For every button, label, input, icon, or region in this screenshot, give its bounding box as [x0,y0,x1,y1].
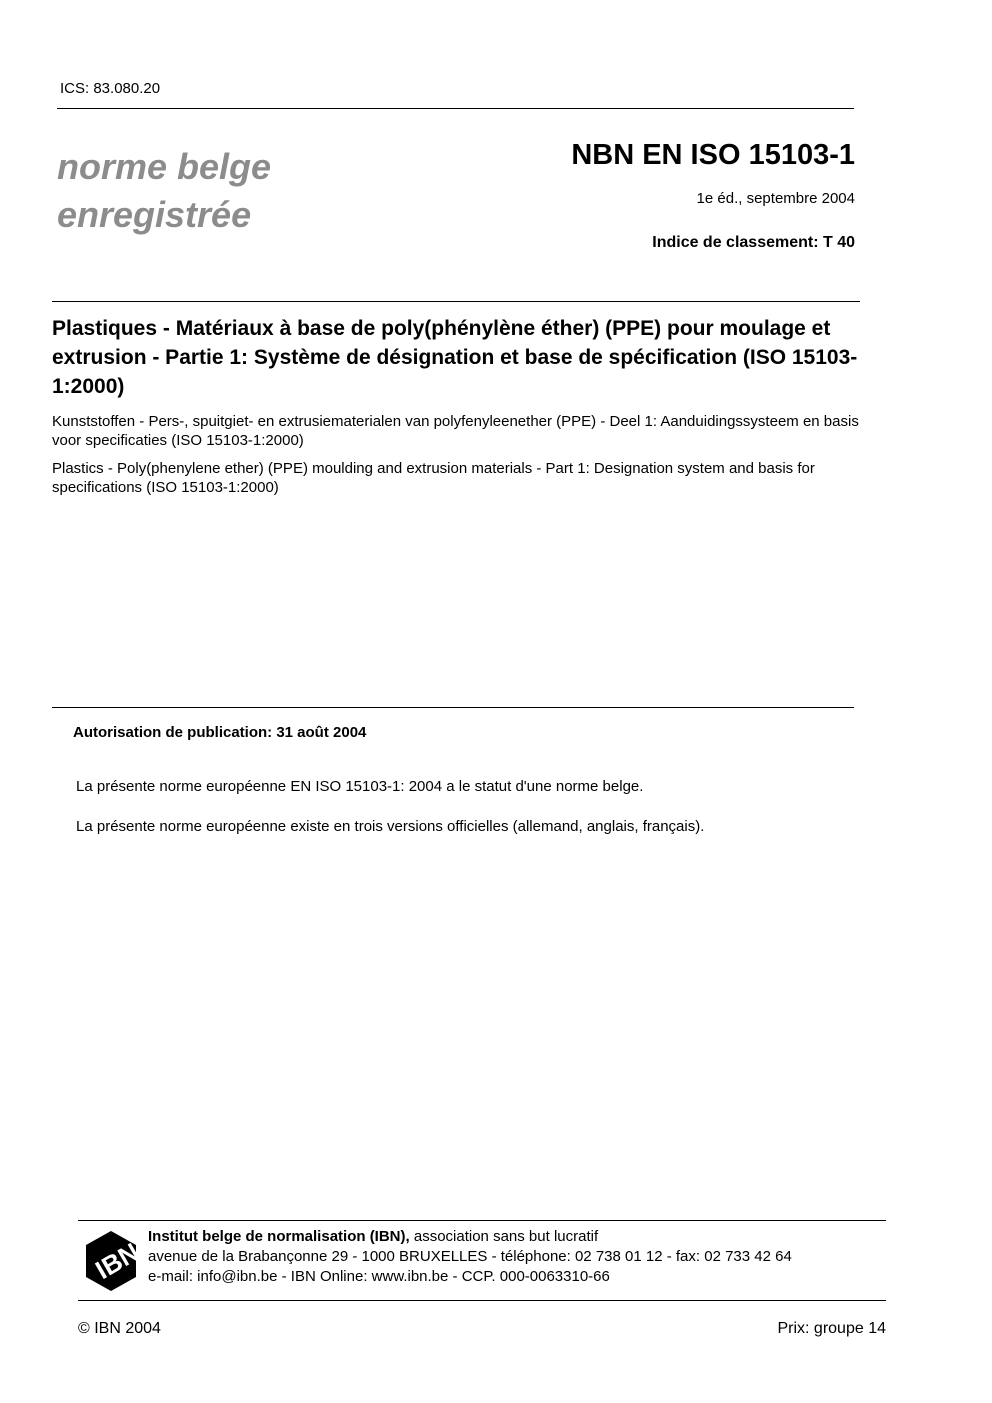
brand-line-1: norme belge [57,146,272,187]
footer-bottom-rule [78,1300,886,1301]
title-english: Plastics - Poly(phenylene ether) (PPE) moulding and extrusion materials - Part 1: Designation system and basis for specifications (ISO 15103-1:2000) [52,460,815,496]
ics-code: ICS: 83.080.20 [60,80,161,97]
publication-authorisation: Autorisation de publication: 31 août 2004 [73,724,367,741]
brand-heading [57,143,271,239]
edition-date: 1e éd., septembre 2004 [696,190,855,207]
copyright: © IBN 2004 [78,1320,161,1337]
authorisation-rule [52,707,854,708]
title-french: Plastiques - Matériaux à base de poly(phénylène éther) (PPE) pour moulage et extrusion - Partie 1: Système de désignation et base de spécification (ISO 15103-1:2000) [52,317,858,398]
versions-paragraph: La présente norme européenne existe en trois versions officielles (allemand, anglais, français). [76,818,705,835]
brand-line-2: enregistrée [57,194,252,235]
standard-number: NBN EN ISO 15103-1 [571,139,855,171]
institute-contact: e-mail: info@ibn.be - IBN Online: www.ibn.be - CCP. 000-0063310-66 [148,1268,610,1285]
institute-type: association sans but lucratif [413,1228,599,1245]
ibn-logo-icon [84,1229,145,1293]
price-group: Prix: groupe 14 [777,1320,886,1337]
institute-address: avenue de la Brabançonne 29 - 1000 BRUXELLES - téléphone: 02 738 01 12 - fax: 02 733 42 64 [148,1248,792,1265]
institute-name: Institut belge de normalisation (IBN), [148,1228,410,1245]
header-rule [57,108,854,109]
classification-index: Indice de classement: T 40 [652,234,855,251]
footer-top-rule [78,1220,886,1221]
logo-letters: IBN [90,1236,145,1286]
status-paragraph: La présente norme européenne EN ISO 15103-1: 2004 a le statut d'une norme belge. [76,778,644,795]
title-dutch: Kunststoffen - Pers-, spuitgiet- en extrusiematerialen van polyfenyleenether (PPE) - Deel 1: Aanduidingssysteem en basis voor specificaties (ISO 15103-1:2000) [52,413,859,449]
title-rule [52,301,860,302]
institute-info [148,1227,792,1287]
